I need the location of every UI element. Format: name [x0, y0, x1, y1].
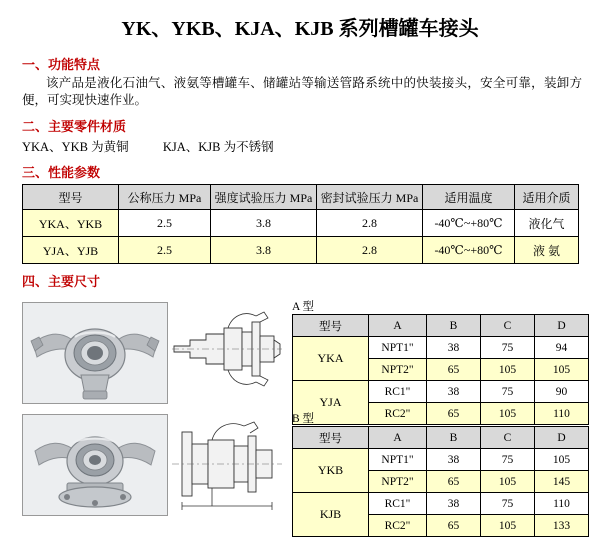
dim-a-r1-c3: 105 [481, 359, 535, 381]
section-heading-performance: 三、性能参数 [22, 165, 101, 180]
table-row [293, 493, 589, 515]
dim-b-r3-c3: 105 [481, 515, 535, 537]
dim-a-r0-c1: NPT1" [369, 337, 427, 359]
dim-a-r2-c1: RC1" [369, 381, 427, 403]
table-row [293, 337, 589, 359]
spec-r0-c0: YKA、YKB [23, 210, 119, 237]
coupling-drawing-b-svg [172, 414, 282, 514]
spec-r1-c5: 液 氨 [515, 237, 579, 264]
dim-a-th-2: B [427, 315, 481, 337]
dim-b-header-row [293, 427, 589, 449]
dim-b-r1-c1: NPT2" [369, 471, 427, 493]
photo-b [22, 414, 168, 516]
dim-b-r3-c4: 133 [535, 515, 589, 537]
dim-a-header-row [293, 315, 589, 337]
spec-r0-c5: 液化气 [515, 210, 579, 237]
dim-a-model-yja: YJA [293, 381, 369, 425]
dim-b-r3-c1: RC2" [369, 515, 427, 537]
dim-b-r0-c1: NPT1" [369, 449, 427, 471]
dim-a-r2-c4: 90 [535, 381, 589, 403]
dim-b-th-0: 型号 [293, 427, 369, 449]
spec-th-5: 适用介质 [515, 185, 579, 210]
dim-a-th-3: C [481, 315, 535, 337]
dim-b-th-3: C [481, 427, 535, 449]
dim-b-r0-c4: 105 [535, 449, 589, 471]
spec-th-4: 适用温度 [423, 185, 515, 210]
coupling-drawing-a-svg [172, 302, 282, 402]
dim-a-th-4: D [535, 315, 589, 337]
dim-b-th-2: B [427, 427, 481, 449]
dim-b-model-kjb: KJB [293, 493, 369, 537]
spec-r0-c1: 2.5 [119, 210, 211, 237]
dim-a-r1-c1: NPT2" [369, 359, 427, 381]
spec-table-header-row [23, 185, 579, 210]
spec-r1-c1: 2.5 [119, 237, 211, 264]
dim-a-r2-c2: 38 [427, 381, 481, 403]
photo-a [22, 302, 168, 404]
table-row [293, 381, 589, 403]
dim-b-th-1: A [369, 427, 427, 449]
spec-th-1: 公称压力 MPa [119, 185, 211, 210]
table-row [23, 237, 579, 264]
spec-r0-c4: -40℃~+80℃ [423, 210, 515, 237]
section-heading-materials: 二、主要零件材质 [22, 119, 127, 134]
dim-b-r2-c3: 75 [481, 493, 535, 515]
drawing-a [172, 302, 282, 402]
dim-b-caption: B 型 [292, 413, 315, 425]
spec-th-3: 密封试验压力 MPa [317, 185, 423, 210]
dim-a-model-yka: YKA [293, 337, 369, 381]
dim-a-caption: A 型 [292, 301, 315, 313]
dim-b-r2-c4: 110 [535, 493, 589, 515]
coupling-photo-b-drawing [23, 415, 167, 515]
spec-r1-c2: 3.8 [211, 237, 317, 264]
section-heading-dimensions: 四、主要尺寸 [22, 274, 101, 289]
dimension-table-b [292, 426, 589, 537]
materials-stainless: KJA、KJB 为不锈钢 [162, 140, 274, 154]
dim-b-r0-c2: 38 [427, 449, 481, 471]
dim-a-r1-c2: 65 [427, 359, 481, 381]
dim-a-r3-c3: 105 [481, 403, 535, 425]
dim-b-r0-c3: 75 [481, 449, 535, 471]
dim-a-r0-c2: 38 [427, 337, 481, 359]
features-paragraph: 该产品是液化石油气、液氨等槽罐车、储罐站等输送管路系统中的快装接头，安全可靠，装卸方便，可实现快速作业。 [22, 76, 582, 107]
spec-r0-c3: 2.8 [317, 210, 423, 237]
dim-a-r3-c1: RC2" [369, 403, 427, 425]
table-row [293, 449, 589, 471]
dimension-table-a [292, 314, 589, 425]
spec-r0-c2: 3.8 [211, 210, 317, 237]
dim-b-r1-c4: 145 [535, 471, 589, 493]
spec-r1-c0: YJA、YJB [23, 237, 119, 264]
dim-b-model-ykb: YKB [293, 449, 369, 493]
dim-a-r3-c2: 65 [427, 403, 481, 425]
materials-brass: YKA、YKB 为黄铜 [22, 140, 129, 154]
materials-line [22, 137, 600, 155]
spec-th-0: 型号 [23, 185, 119, 210]
spec-r1-c4: -40℃~+80℃ [423, 237, 515, 264]
spec-r1-c3: 2.8 [317, 237, 423, 264]
dim-b-r1-c3: 105 [481, 471, 535, 493]
dim-b-r1-c2: 65 [427, 471, 481, 493]
dim-a-r1-c4: 105 [535, 359, 589, 381]
dim-b-r2-c1: RC1" [369, 493, 427, 515]
dim-b-r2-c2: 38 [427, 493, 481, 515]
drawing-b [172, 414, 282, 514]
dim-a-r0-c4: 94 [535, 337, 589, 359]
spec-th-2: 强度试验压力 MPa [211, 185, 317, 210]
table-row [23, 210, 579, 237]
dim-a-r0-c3: 75 [481, 337, 535, 359]
section-heading-features: 一、功能特点 [22, 57, 101, 72]
dim-b-th-4: D [535, 427, 589, 449]
dim-a-r3-c4: 110 [535, 403, 589, 425]
spec-table [22, 184, 579, 264]
page-title: YK、YKB、KJA、KJB 系列槽罐车接头 [121, 18, 479, 40]
dim-a-th-1: A [369, 315, 427, 337]
coupling-photo-a-drawing [23, 303, 167, 403]
dim-b-r3-c2: 65 [427, 515, 481, 537]
dim-a-th-0: 型号 [293, 315, 369, 337]
dim-a-r2-c3: 75 [481, 381, 535, 403]
